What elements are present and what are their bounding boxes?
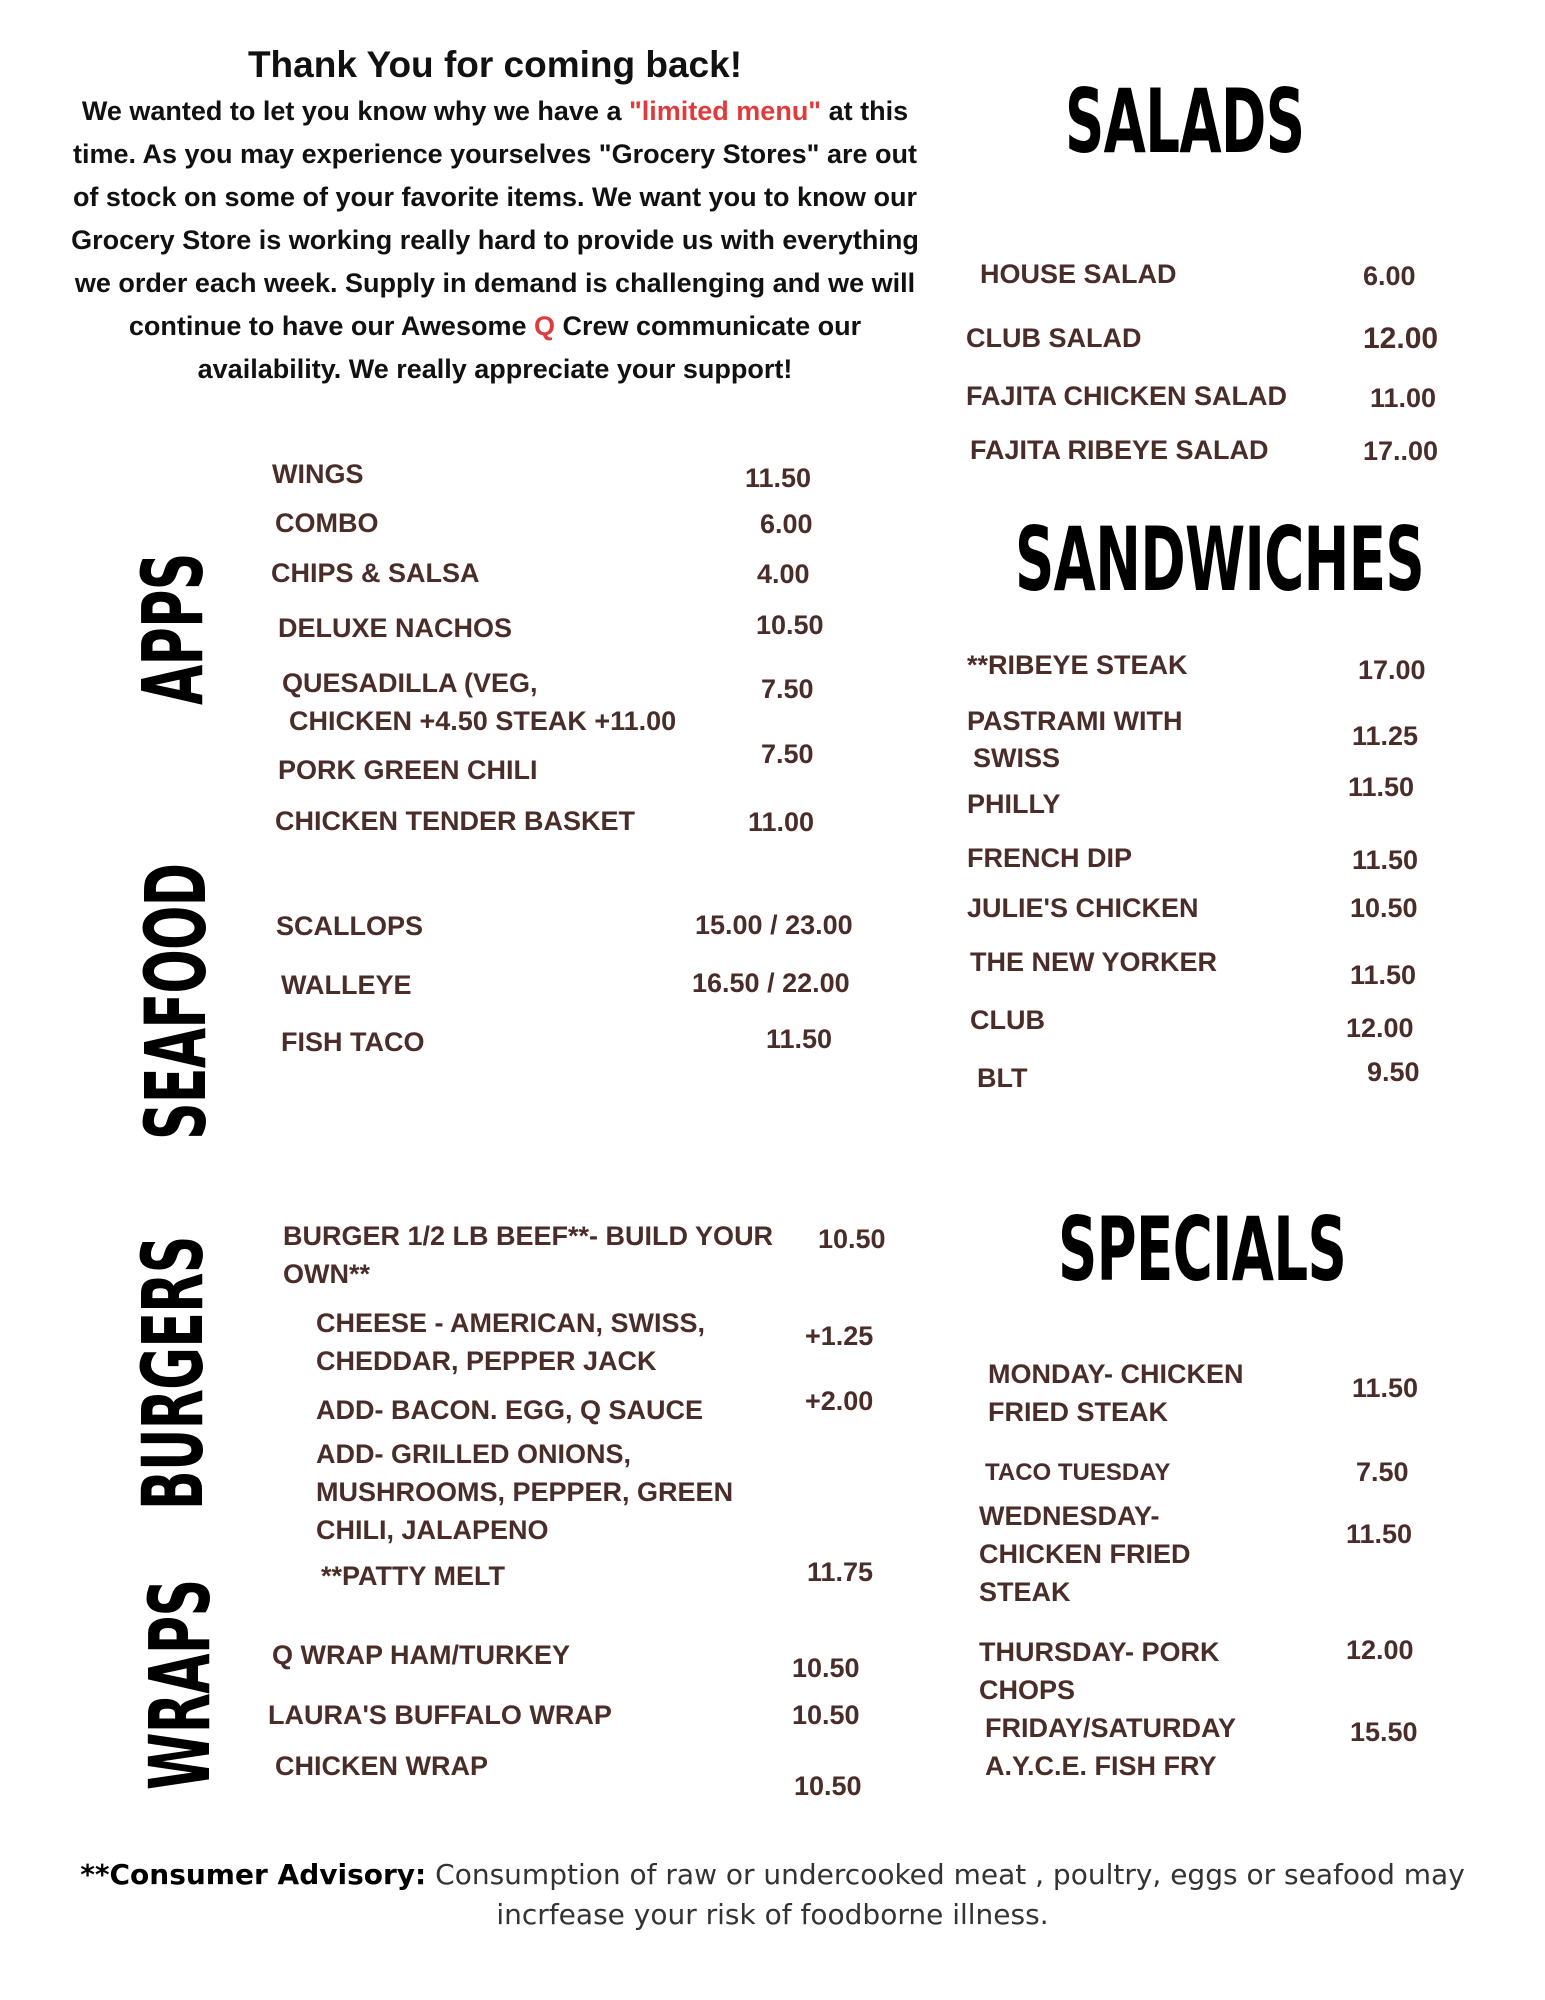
burger-item-price: 11.75 <box>807 1557 874 1587</box>
special-item-price: 7.50 <box>1356 1457 1409 1487</box>
burger-option-name: CHEESE - AMERICAN, SWISS, <box>316 1308 706 1338</box>
seafood-item-name: FISH TACO <box>281 1027 425 1057</box>
burger-item-name-cont: OWN** <box>283 1259 370 1289</box>
apps-heading: APPS <box>124 553 222 705</box>
app-item-price: 7.50 <box>761 739 814 769</box>
intro-text: Crew communicate our <box>555 311 862 341</box>
sandwich-item-name: CLUB <box>970 1005 1045 1035</box>
sandwich-item-price: 11.50 <box>1352 845 1419 875</box>
advisory-line <box>0 1855 1545 1895</box>
specials-heading: SPECIALS <box>1058 1198 1347 1301</box>
burger-item-price: 10.50 <box>818 1224 886 1254</box>
burger-option-price: +2.00 <box>805 1386 874 1416</box>
sandwich-item-name: BLT <box>977 1063 1028 1093</box>
sandwich-item-name: PASTRAMI WITH <box>967 706 1183 736</box>
limited-menu-highlight: "limited menu" <box>628 96 822 126</box>
burger-option-name-cont: CHEDDAR, PEPPER JACK <box>316 1346 657 1376</box>
intro-message <box>30 40 960 391</box>
salad-item-name: HOUSE SALAD <box>980 259 1177 289</box>
intro-line: Grocery Store is working really hard to provide us with everything <box>71 225 919 255</box>
special-item-name-cont: STEAK <box>979 1577 1071 1607</box>
app-item-price: 11.50 <box>745 463 812 493</box>
special-item-name: THURSDAY- PORK <box>979 1637 1220 1667</box>
salad-item-price: 17..00 <box>1363 436 1439 466</box>
seafood-item-price: 15.00 / 23.00 <box>695 910 853 940</box>
salad-item-name: FAJITA RIBEYE SALAD <box>970 435 1269 465</box>
seafood-item-name: SCALLOPS <box>276 911 424 941</box>
special-item-name: MONDAY- CHICKEN <box>988 1359 1244 1389</box>
burger-item-name: **PATTY MELT <box>321 1561 506 1591</box>
app-item-price: 10.50 <box>756 610 824 640</box>
intro-text: We wanted to let you know why we have a <box>81 96 629 126</box>
burger-option-name-cont: CHILI, JALAPENO <box>316 1515 549 1545</box>
seafood-item-price: 16.50 / 22.00 <box>692 968 850 998</box>
sandwich-item-price: 9.50 <box>1367 1057 1420 1087</box>
app-item-name-cont: CHICKEN +4.50 STEAK +11.00 <box>289 706 677 736</box>
app-item-name: COMBO <box>275 508 379 538</box>
intro-line: time. As you may experience yourselves "Grocery Stores" are out <box>73 139 917 169</box>
wrap-item-name: CHICKEN WRAP <box>275 1751 488 1781</box>
app-item-name: CHIPS & SALSA <box>271 558 480 588</box>
sandwiches-heading: SANDWICHES <box>1015 508 1425 611</box>
sandwich-item-name: FRENCH DIP <box>967 843 1133 873</box>
sandwich-item-price: 11.50 <box>1348 772 1415 802</box>
sandwich-item-name: PHILLY <box>967 789 1061 819</box>
advisory-line: incrfease your risk of foodborne illness. <box>496 1898 1049 1931</box>
seafood-heading: SEAFOOD <box>127 863 225 1140</box>
advisory-text: Consumption of raw or undercooked meat , poultry, eggs or seafood may <box>426 1858 1465 1891</box>
special-item-name-cont: FRIED STEAK <box>988 1397 1169 1427</box>
sandwich-item-price: 12.00 <box>1346 1013 1414 1043</box>
special-item-price: 12.00 <box>1346 1635 1414 1665</box>
salads-heading: SALADS <box>1065 70 1305 173</box>
consumer-advisory <box>0 1855 1545 1935</box>
burgers-heading: BURGERS <box>124 1236 222 1510</box>
intro-title: Thank You for coming back! <box>247 44 743 85</box>
burger-option-name-cont: MUSHROOMS, PEPPER, GREEN <box>316 1477 734 1507</box>
intro-text: continue to have our Awesome <box>128 311 534 341</box>
salad-item-name: CLUB SALAD <box>966 323 1142 353</box>
q-highlight: Q <box>534 311 556 341</box>
app-item-name: WINGS <box>272 459 364 489</box>
sandwich-item-name: THE NEW YORKER <box>970 947 1218 977</box>
special-item-name-cont: CHICKEN FRIED <box>979 1539 1191 1569</box>
advisory-label: **Consumer Advisory: <box>80 1858 427 1891</box>
salad-item-price: 11.00 <box>1370 383 1437 413</box>
wrap-item-price: 10.50 <box>794 1771 862 1801</box>
app-item-price: 7.50 <box>761 674 814 704</box>
salad-item-name: FAJITA CHICKEN SALAD <box>966 381 1288 411</box>
app-item-name: CHICKEN TENDER BASKET <box>275 806 636 836</box>
special-item-price: 11.50 <box>1352 1373 1419 1403</box>
intro-line: we order each week. Supply in demand is challenging and we will <box>74 268 916 298</box>
sandwich-item-price: 10.50 <box>1350 893 1418 923</box>
special-item-name: FRIDAY/SATURDAY <box>985 1713 1237 1743</box>
seafood-item-name: WALLEYE <box>281 970 412 1000</box>
wraps-heading: WRAPS <box>131 1579 229 1790</box>
app-item-name: DELUXE NACHOS <box>278 613 513 643</box>
app-item-price: 4.00 <box>757 559 810 589</box>
app-item-price: 11.00 <box>748 807 815 837</box>
sandwich-item-price: 17.00 <box>1358 655 1426 685</box>
wrap-item-price: 10.50 <box>792 1700 860 1730</box>
burger-item-name: BURGER 1/2 LB BEEF**- BUILD YOUR <box>283 1221 774 1251</box>
sandwich-item-price: 11.25 <box>1352 721 1419 751</box>
salad-item-price: 12.00 <box>1363 322 1439 355</box>
intro-line <box>30 305 960 348</box>
app-item-price: 6.00 <box>760 509 813 539</box>
sandwich-item-name-cont: SWISS <box>973 743 1061 773</box>
special-item-price: 11.50 <box>1346 1519 1413 1549</box>
sandwich-item-name: JULIE'S CHICKEN <box>967 893 1199 923</box>
wrap-item-name: Q WRAP HAM/TURKEY <box>272 1640 571 1670</box>
burger-option-name: ADD- BACON. EGG, Q SAUCE <box>316 1395 704 1425</box>
sandwich-item-name: **RIBEYE STEAK <box>967 650 1188 680</box>
app-item-name: QUESADILLA (VEG, <box>282 668 538 698</box>
app-item-name: PORK GREEN CHILI <box>278 755 538 785</box>
intro-line: of stock on some of your favorite items. We want you to know our <box>72 182 918 212</box>
intro-line <box>30 90 960 133</box>
wrap-item-price: 10.50 <box>792 1653 860 1683</box>
special-item-name-cont: CHOPS <box>979 1675 1076 1705</box>
special-item-price: 15.50 <box>1350 1717 1418 1747</box>
salad-item-price: 6.00 <box>1363 261 1416 291</box>
intro-text: at this <box>821 96 909 126</box>
wrap-item-name: LAURA'S BUFFALO WRAP <box>268 1700 612 1730</box>
burger-option-price: +1.25 <box>805 1321 874 1351</box>
special-item-name-cont: A.Y.C.E. FISH FRY <box>985 1751 1217 1781</box>
special-item-name: TACO TUESDAY <box>985 1459 1171 1486</box>
burger-option-name: ADD- GRILLED ONIONS, <box>316 1439 631 1469</box>
special-item-name: WEDNESDAY- <box>979 1501 1160 1531</box>
seafood-item-price: 11.50 <box>766 1024 833 1054</box>
intro-line: availability. We really appreciate your support! <box>197 354 793 384</box>
intro-body <box>30 90 960 391</box>
sandwich-item-price: 11.50 <box>1350 960 1417 990</box>
